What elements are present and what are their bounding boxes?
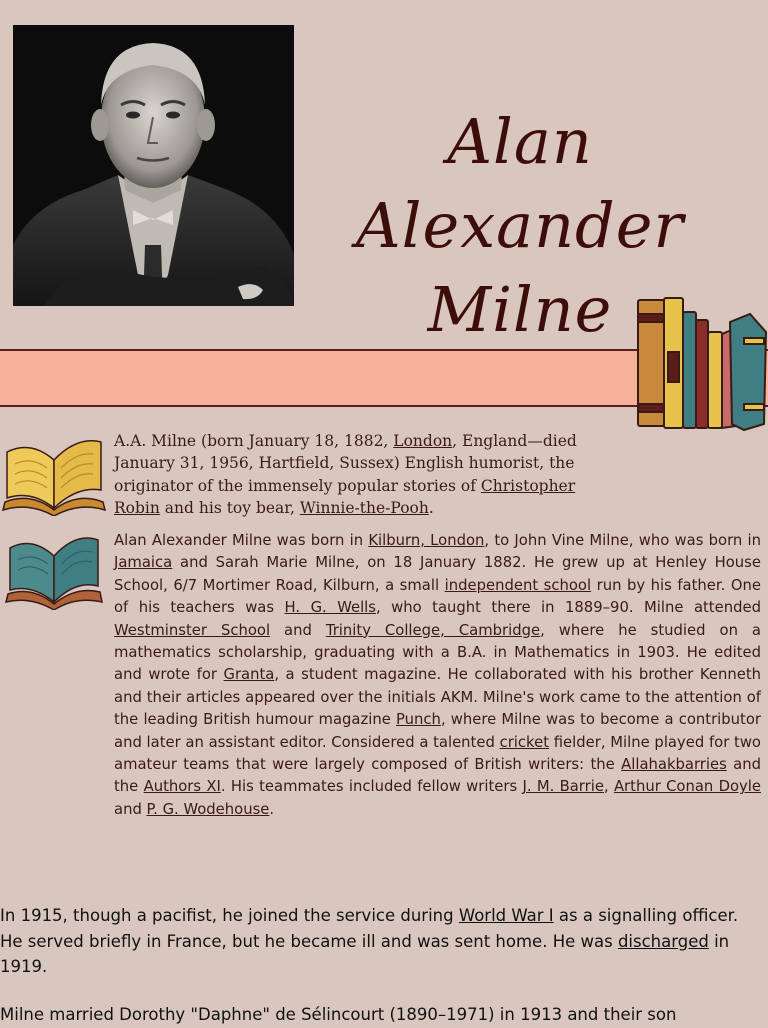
- text-segment: ,: [603, 778, 614, 796]
- text-segment: , a student magazine. He collaborated with his brother Kenneth and their articles appeared over the initials AKM. Milne's work came to the attention of the leading British humour magazine: [114, 666, 761, 729]
- open-book-icon: [1, 432, 107, 520]
- text-segment: as a signalling officer. He served briefly in France, but he became ill and was sent home. He was: [0, 906, 739, 951]
- text-segment: .: [269, 800, 275, 818]
- link-jamaica[interactable]: Jamaica: [114, 554, 173, 572]
- text-segment: .: [428, 498, 434, 517]
- link-winnie-the-pooh[interactable]: Winnie-the-Pooh: [299, 498, 429, 517]
- text-segment: , who taught there in 1889–90. Milne attended: [376, 599, 761, 617]
- text-segment: and his toy bear,: [159, 498, 300, 517]
- link-punch[interactable]: Punch: [396, 711, 441, 729]
- text-segment: . His teammates included fellow writers: [220, 778, 523, 796]
- text-segment: , where Milne was to become a contributor and later an assistant editor. Considered a talented: [114, 711, 761, 751]
- link-authors-xi[interactable]: Authors XI: [143, 778, 221, 796]
- text-segment: In 1915, though a pacifist, he joined the service during: [0, 906, 459, 925]
- link-discharged[interactable]: discharged: [617, 931, 709, 951]
- text-segment: , where he studied on a mathematics scholarship, graduating with a B.A. in Mathematics in 1903. He edited and wrote for: [114, 621, 761, 684]
- link-world-war-i[interactable]: World War I: [458, 906, 554, 925]
- link-christopher-robin[interactable]: Christopher Robin: [114, 476, 576, 517]
- link-hg-wells[interactable]: H. G. Wells: [284, 599, 376, 617]
- text-segment: A.A. Milne (born January 18, 1882,: [114, 432, 394, 450]
- link-independent-school[interactable]: independent school: [444, 576, 592, 594]
- intro-paragraph: [114, 430, 592, 519]
- biography-paragraph: [114, 530, 761, 821]
- link-kilburn-london[interactable]: Kilburn, London: [368, 532, 485, 549]
- text-segment: , England—died January 31, 1956, Hartfield, Sussex) English humorist, the originator of the immensely popular stories of: [114, 432, 577, 495]
- book-stack-icon: [632, 292, 768, 438]
- text-segment: and: [114, 800, 147, 818]
- link-westminster-school[interactable]: Westminster School: [114, 621, 271, 639]
- link-london[interactable]: London: [393, 432, 453, 450]
- page-title: Alan Alexander Milne: [355, 105, 685, 346]
- link-pg-wodehouse[interactable]: P. G. Wodehouse: [146, 800, 270, 818]
- link-trinity-college[interactable]: Trinity College, Cambridge: [325, 621, 541, 639]
- text-segment: in 1919.: [0, 931, 730, 976]
- text-segment: fielder, Milne played for two amateur teams that were largely composed of British writers: the: [114, 733, 761, 774]
- text-segment: and Sarah Marie Milne, on 18 January 1882. He grew up at Henley House School, 6/7 Mortimer Road, Kilburn, a small: [114, 554, 761, 594]
- text-segment: and the: [114, 756, 761, 796]
- link-allahakbarries[interactable]: Allahakbarries: [621, 756, 727, 774]
- text-segment: run by his father. One of his teachers was: [114, 576, 761, 617]
- link-cricket[interactable]: cricket: [499, 733, 549, 751]
- text-segment: and: [270, 621, 326, 639]
- text-segment: Milne married Dorothy "Daphne" de Sélincourt (1890–1971) in 1913 and their son: [0, 1005, 677, 1024]
- open-book-icon: [4, 530, 104, 614]
- portrait-photo: [13, 25, 294, 306]
- text-segment: , to John Vine Milne, who was born in: [484, 532, 761, 549]
- link-jm-barrie[interactable]: J. M. Barrie: [522, 778, 604, 796]
- war-service-paragraph: [0, 903, 760, 980]
- link-granta[interactable]: Granta: [223, 666, 275, 684]
- text-segment: Alan Alexander Milne was born in: [114, 532, 369, 549]
- link-arthur-conan-doyle[interactable]: Arthur Conan Doyle: [613, 778, 761, 796]
